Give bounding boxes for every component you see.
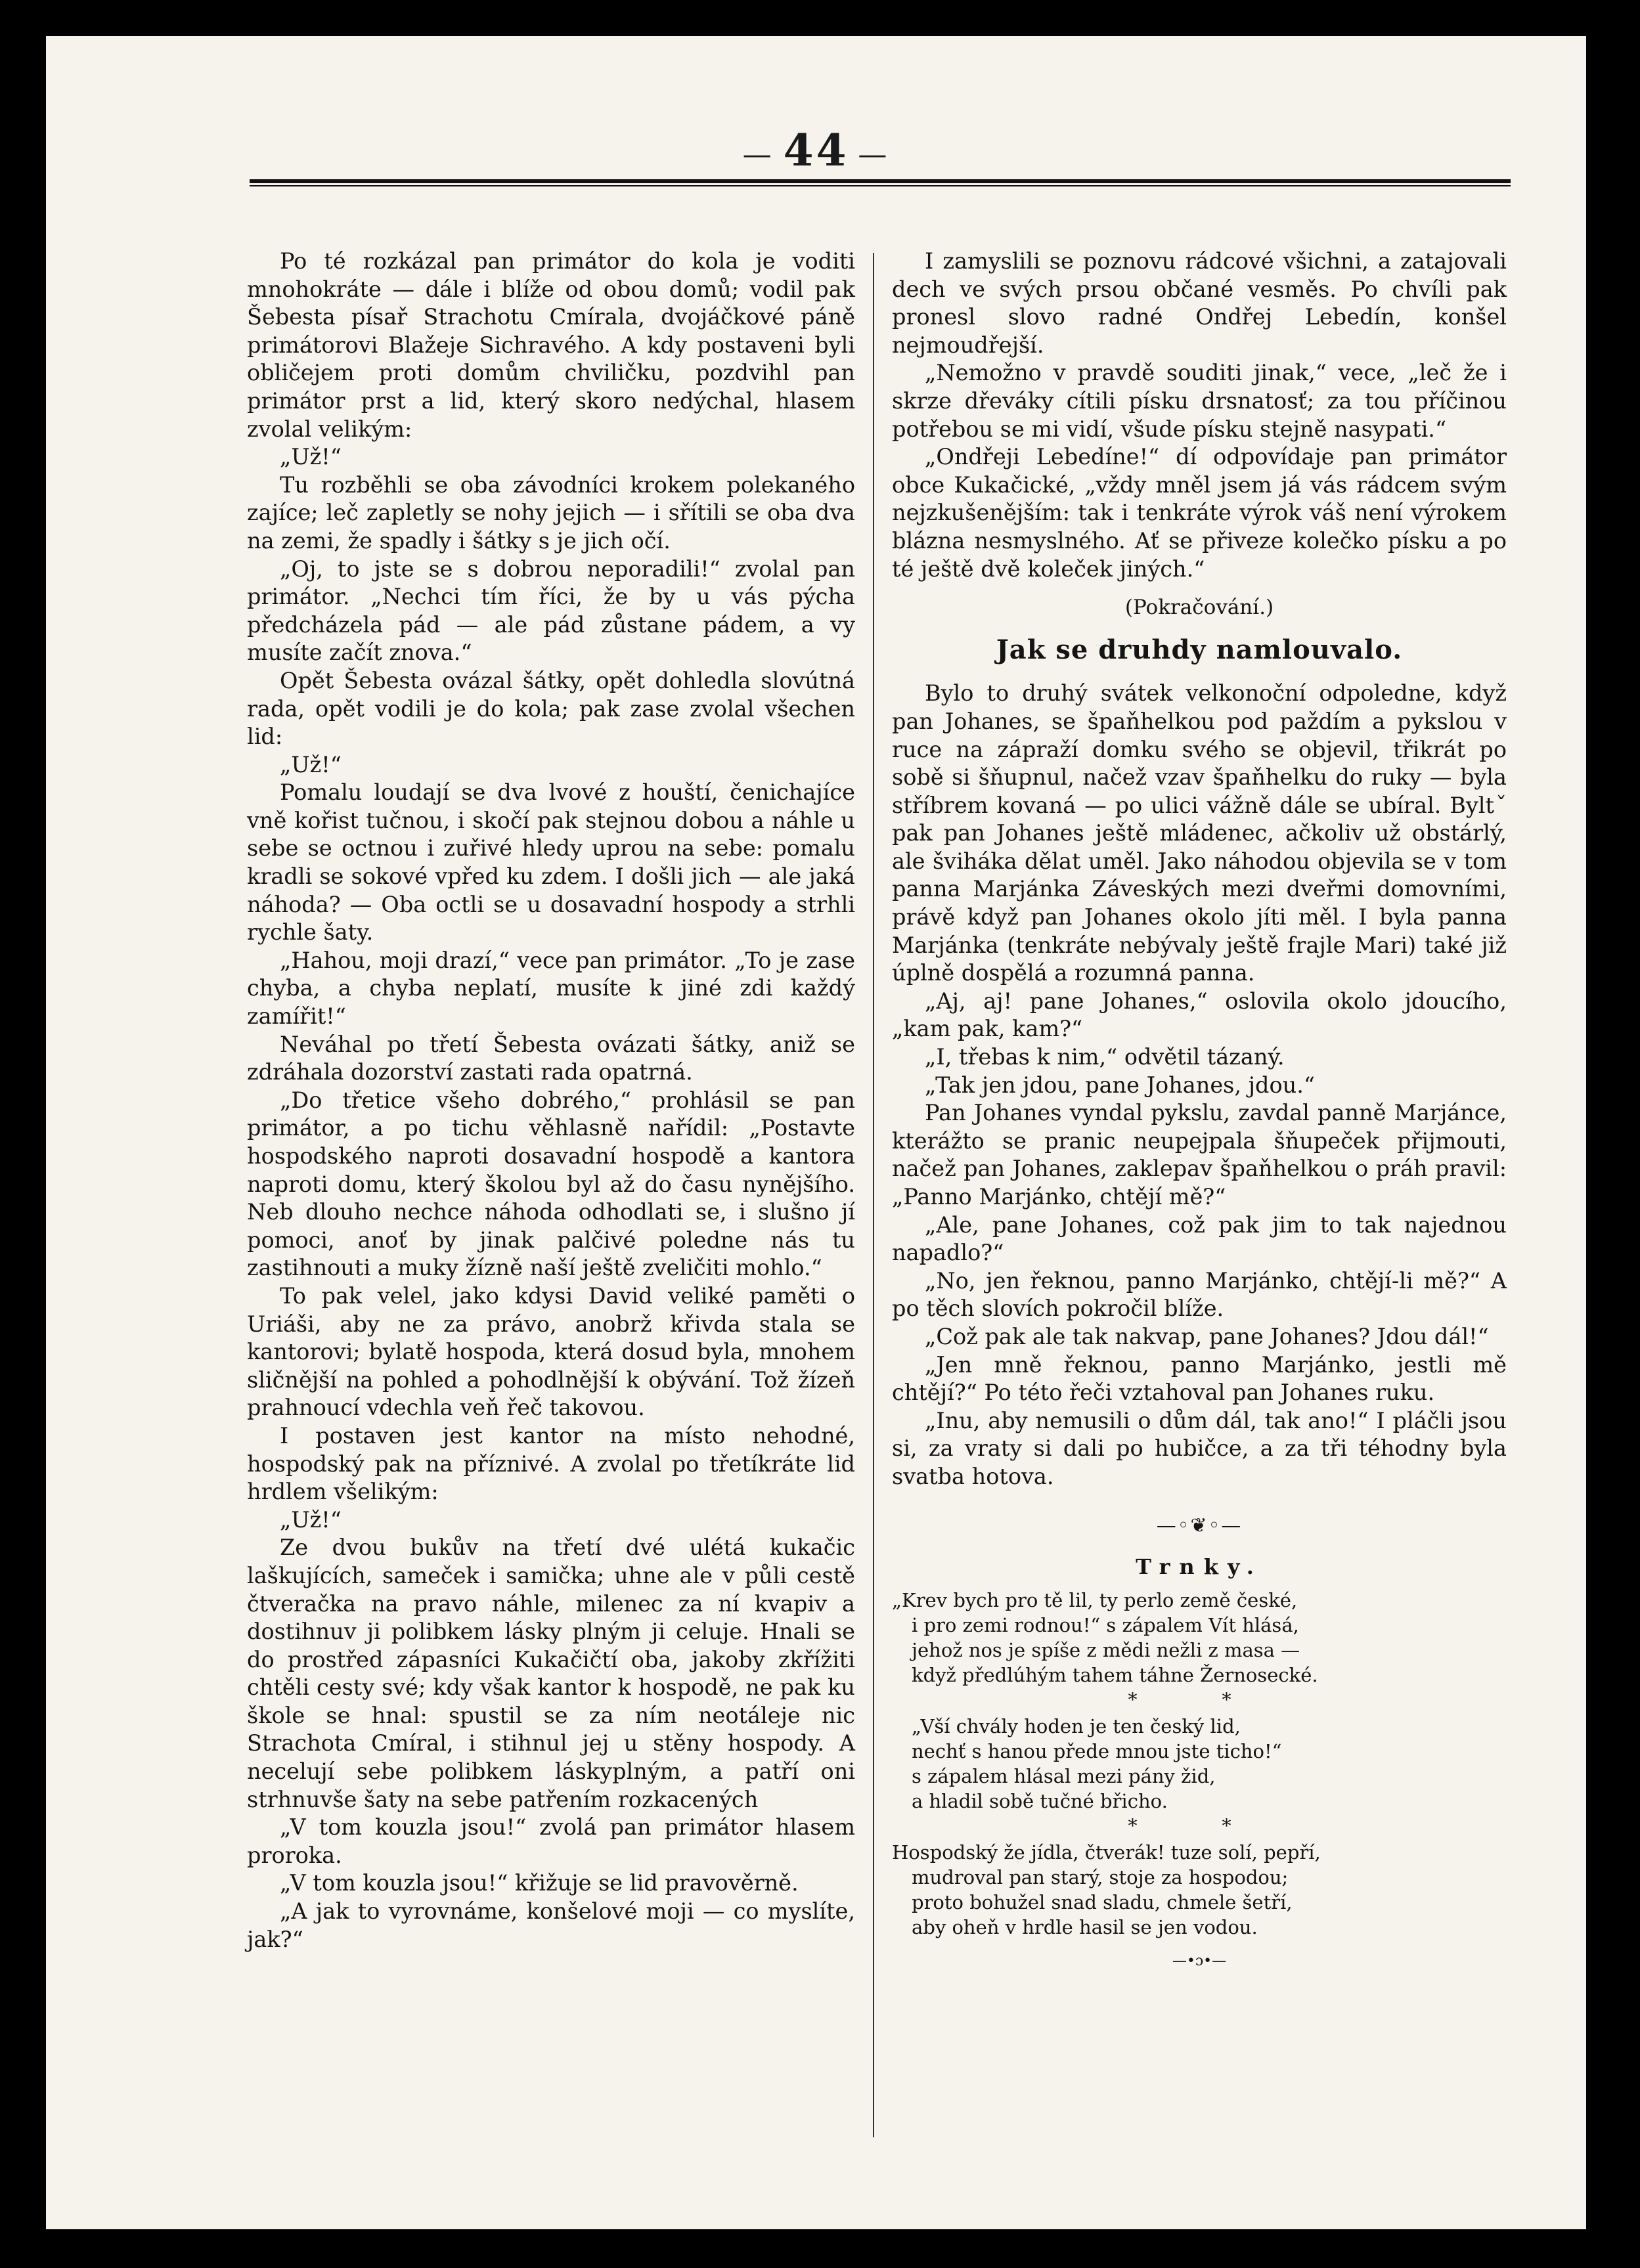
paragraph: To pak velel, jako kdysi David veliké paměti o Uriáši, aby ne za právo, anobrž křivda stala se kantorovi; bylatě hospoda, která dosud byla, mnohem sličnější na pohled a pohodlnější k obývání. Tož žízeň prahnoucí vdechla veň řeč takovou.: [247, 1282, 855, 1421]
stars-separator: * *: [1128, 1688, 1271, 1711]
paragraph: I postaven jest kantor na místo nehodné, hospodský pak na příznivé. A zvolal po třetíkráte lid hrdlem všelikým:: [247, 1422, 855, 1505]
column-divider: [873, 253, 874, 2137]
paragraph: Neváhal po třetí Šebesta ovázati šátky, aniž se zdráhala dozorství zastati rada opatrná.: [247, 1031, 855, 1085]
paragraph: „V tom kouzla jsou!“ zvolá pan primátor hlasem proroka.: [247, 1814, 855, 1868]
paragraph: „Do třetice všeho dobrého,“ prohlásil se pan primátor, a po tichu věhlasně nařídil: „Postavte hospodského naproti dosavadní hospodě a kantora naproti domu, který školou byl až do času nynějšího. Neb dlouho nechce náhoda odhodlati se, i slušno jí pomoci, anoť by jinak palčivé poledne nás tu zastihnouti a muky žízně naší ještě zveličiti mohlo.“: [247, 1087, 855, 1281]
paragraph: Pomalu loudají se dva lvové z houští, čenichajíce vně kořist tučnou, i skočí pak stejnou dobou a náhle u sebe se octnou i zuřivé hledy uprou na sebe: pomalu kradli se sokové vpřed ku zdem. I došli jich — ale jaká náhoda? — Oba octli se u dosavadní hospody a strhli rychle šaty.: [247, 779, 855, 946]
paragraph: „Ondřeji Lebedíne!“ dí odpovídaje pan primátor obce Kukačické, „vždy mněl jsem já vás rádcem svým nejzkušenějším: tak i tenkráte výrok váš není výrokem blázna nesmyslného. Ať se přiveze kolečko písku a po té ještě dvě koleček jiných.“: [892, 444, 1507, 582]
poem-stanza: [892, 1840, 1507, 1940]
poem-line: Hospodský že jídla, čtverák! tuze solí, pepří,: [892, 1841, 1321, 1864]
paragraph: „Což pak ale tak nakvap, pane Johanes? Jdou dál!“: [925, 1323, 1489, 1349]
newspaper-page: [46, 36, 1586, 2229]
paragraph: „Inu, aby nemusili o dům dál, tak ano!“ I pláčli jsou si, za vraty si dali po hubičce, a za tři téhodny byla svatba hotova.: [892, 1407, 1507, 1489]
paragraph: Ze dvou bukův na třetí dvé ulétá kukačic laškujících, sameček i samička; uhne ale v půli cestě čtveračka na pravo náhle, milenec za ní kvapiv a dostihnuv ji polibkem lásky plným ji celuje. Hnali se do prostřed zápasníci Kukačičtí oba, jakoby zkřížiti chtěli cesty své; kdy však kantor k hospodě, ne pak ku škole se hnal: spustil se za ním neotáleje nic Strachota Cmíral, i stihnul jej u stěny hospody. A necelují sebe polibkem láskyplným, a patří oni strhnuvše šaty na sebe patřením rozkacených: [247, 1535, 855, 1812]
paragraph: „Nemožno v pravdě souditi jinak,“ vece, „leč že i skrze dřeváky cítili písku drsnatosť; za tou příčinou potřebou se mi vidí, všude písku stejně nasypati.“: [892, 360, 1507, 442]
poem-line: „Vší chvály hoden je ten český lid,: [912, 1714, 1241, 1737]
paragraph: I zamyslili se poznovu rádcové všichni, a zatajovali dech ve svých prsou občané vesměs. Po chvíli pak pronesl slovo radné Ondřej Lebedín, konšel nejmoudřejší.: [892, 248, 1507, 358]
paragraph: „Hahou, moji drazí,“ vece pan primátor. „To je zase chyba, a chyba neplatí, musíte k jiné zdi každý zamířit!“: [247, 947, 855, 1030]
page-number: — 44 —: [742, 125, 890, 176]
poem-stanza: [892, 1588, 1507, 1688]
paragraph: Opět Šebesta ovázal šátky, opět dohledla slovútná rada, opět vodili je do kola; pak zase zvolal všechen lid:: [247, 667, 855, 750]
end-ornament: —•ɔ•—: [1172, 1952, 1227, 1969]
poem-line: aby oheň v hrdle hasil se jen vodou.: [912, 1915, 1258, 1938]
poem-line: když předlúhým tahem táhne Žernosecké.: [912, 1663, 1318, 1686]
poem-line: i pro zemi rodnou!“ s zápalem Vít hlásá,: [912, 1613, 1299, 1636]
paragraph: „Už!“: [280, 751, 342, 777]
paragraph: Pan Johanes vyndal pykslu, zavdal panně Marjánce, kterážto se pranic neupejpala šňupeček přijmouti, načež pan Johanes, zaklepav špaňhelkou o práh pravil: „Panno Marjánko, chtějí mě?“: [892, 1100, 1507, 1210]
paragraph: „Jen mně řeknou, panno Marjánko, jestli mě chtějí?“ Po této řeči vztahoval pan Johanes ruku.: [892, 1351, 1507, 1406]
paragraph: „Aj, aj! pane Johanes,“ oslovila okolo jdoucího, „kam pak, kam?“: [892, 988, 1507, 1042]
paragraph: „V tom kouzla jsou!“ křižuje se lid pravověrně.: [280, 1870, 799, 1896]
paragraph: „Ale, pane Johanes, což pak jim to tak najednou napadlo?“: [892, 1211, 1507, 1266]
header-rule: [250, 179, 1511, 186]
paragraph: „Už!“: [280, 1506, 342, 1533]
poem-line: proto bohužel snad sladu, chmele šetří,: [912, 1890, 1293, 1913]
section-title: Trnky.: [1136, 1554, 1263, 1580]
paragraph: Po té rozkázal pan primátor do kola je voditi mnohokráte — dále i blíže od obou domů; vodil pak Šebesta písař Strachotu Cmírala, dvojáčkové páně primátorovi Blažeje Sichravého. A kdy postaveni byli obličejem proti domům chviličku, pozdvihl pan primátor prst a lid, který skoro nedýchal, hlasem zvolal velikým:: [247, 248, 855, 442]
paragraph: Bylo to druhý svátek velkonoční odpoledne, když pan Johanes, se špaňhelkou pod paždím a pykslou v ruce na zápraží domku svého se objevil, třikrát po sobě si šňupnul, načež vzav špaňhelku do ruky — byla stříbrem kovaná — po ulici vážně dále se ubíral. Byltˇ pak pan Johanes ještě mládenec, ačkoliv už obstárlý, ale švihákа dělat uměl. Jako náhodou objevila se v tom panna Marjánka Záveských mezi dveřmi domovními, právě když pan Johanes okolo jíti měl. I byla panna Marjánka (tenkráte nebývaly ještě frajle Mari) také již úplně dospělá a rozumná panna.: [892, 680, 1507, 986]
paragraph: Tu rozběhli se oba závodníci krokem polekaného zajíce; leč zapletly se nohy jejich — i sřítili se oba dva na zemi, že spadly i šátky s je jich očí.: [247, 471, 855, 554]
poem-line: nechť s hanou přede mnou jste ticho!“: [912, 1739, 1282, 1762]
poem-line: a hladil sobě tučné břicho.: [912, 1789, 1168, 1812]
right-column: [892, 248, 1507, 1975]
paragraph: „Oj, to jste se s dobrou neporadili!“ zvolal pan primátor. „Nechci tím říci, že by u vás pýcha předcházela pád — ale pád zůstane pádem, a vy musíte začít znova.“: [247, 556, 855, 666]
paragraph: „Už!“: [280, 444, 342, 470]
left-column: [247, 248, 855, 1953]
poem-line: „Krev bych pro tě lil, ty perlo země české,: [892, 1588, 1298, 1611]
paragraph: „No, jen řeknou, panno Marjánko, chtějí-li mě?“ A po těch slovích pokročil blíže.: [892, 1267, 1507, 1322]
story-title: Jak se druhdy namlouvalo.: [996, 634, 1403, 665]
poem-line: s zápalem hlásal mezi pány žid,: [912, 1764, 1216, 1787]
poem-stanza: [892, 1714, 1507, 1814]
continuation-note: (Pokračování.): [1124, 596, 1274, 620]
poem-line: jehož nos je spíše z mědi nežli z masa —: [912, 1638, 1300, 1661]
poem-line: mudroval pan starý, stoje za hospodou;: [912, 1865, 1289, 1888]
paragraph: „A jak to vyrovnáme, konšelové moji — co myslíte, jak?“: [247, 1898, 855, 1952]
page-number-value: 44: [783, 125, 849, 176]
paragraph: „I, třebas k nim,“ odvětil tázaný.: [925, 1044, 1285, 1070]
ornament-divider: —◦❦◦—: [1156, 1514, 1243, 1537]
paragraph: „Tak jen jdou, pane Johanes, jdou.“: [925, 1072, 1315, 1098]
stars-separator: * *: [1128, 1814, 1271, 1837]
